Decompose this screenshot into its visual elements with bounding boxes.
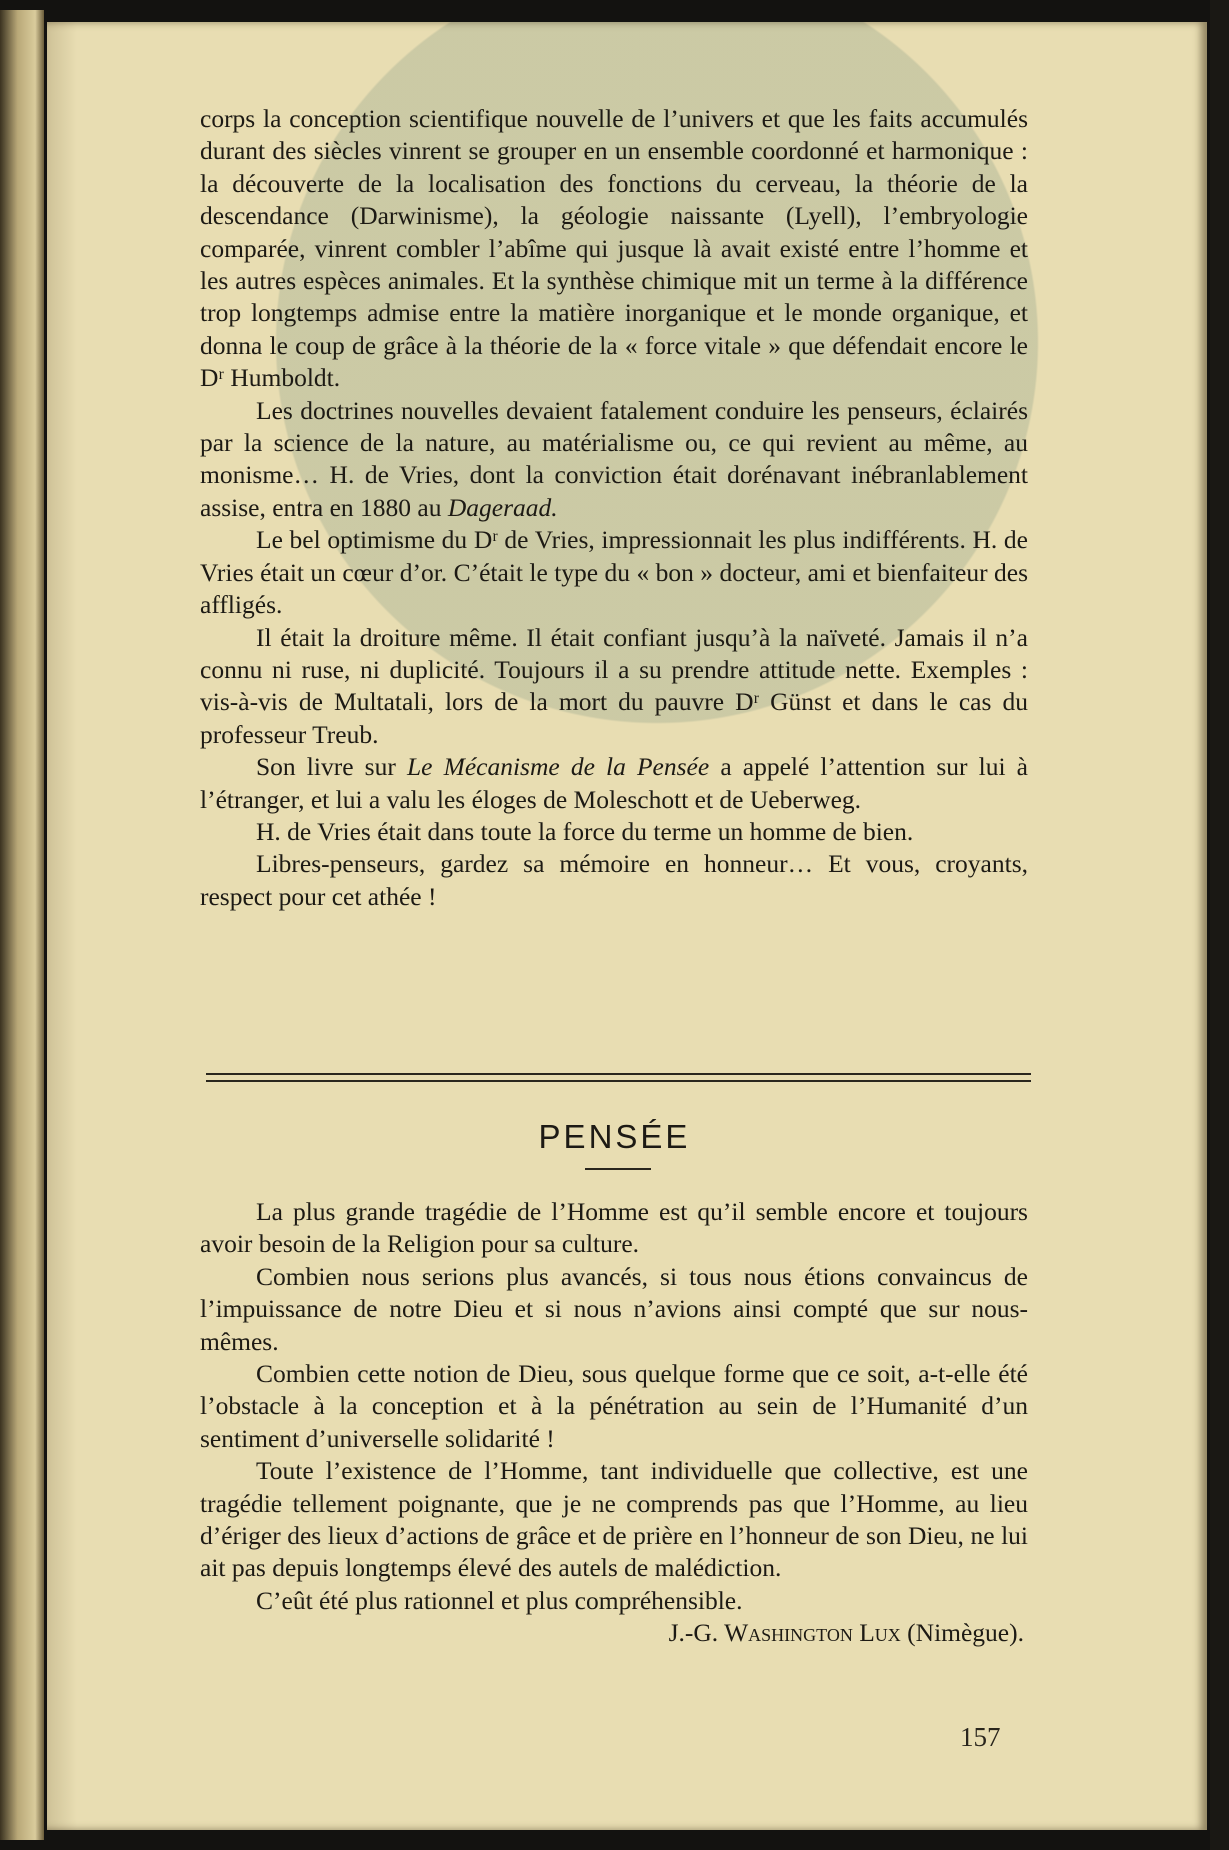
book-title: Le Mécanisme de la Pensée	[406, 752, 710, 782]
paragraph: Combien cette notion de Dieu, sous quelque forme que ce soit, a-t-elle été l’obstacle à la conception et à la pénétration au sein de l’Humanité d’un sentiment d’universelle solidarité !	[200, 1359, 1028, 1453]
paragraph: Libres-penseurs, gardez sa mémoire en honneur… Et vous, croyants, respect pour cet athée !	[200, 849, 1028, 911]
paragraph	[200, 751, 1028, 816]
paragraph: C’eût été plus rationnel et plus compréhensible.	[256, 1585, 743, 1615]
scan-border	[1210, 0, 1229, 1850]
facing-page-edge	[0, 10, 44, 1840]
paragraph: La plus grande tragédie de l’Homme est qu’il semble encore et toujours avoir besoin de la Religion pour sa culture.	[200, 1197, 1028, 1259]
paragraph	[200, 395, 1028, 525]
signature-name: J.-G. Washington Lux	[668, 1618, 901, 1648]
paragraph: H. de Vries était dans toute la force du terme un homme de bien.	[256, 816, 914, 846]
paragraph: Combien nous serions plus avancés, si tous nous étions convaincus de l’impuissance de notre Dieu et si nous n’avions ainsi compté que sur nous-mêmes.	[200, 1261, 1028, 1356]
signature-place: (Nimègue).	[907, 1618, 1024, 1648]
paragraph-text: Les doctrines nouvelles devaient fatalement conduire les penseurs, éclairés par la science de la nature, au matérialisme ou, ce qui revient au même, au monisme… H. de Vries, dont la conviction était dorénavant inébranlablement assise, entra en 1880 au	[200, 395, 1028, 522]
section-title: PENSÉE	[538, 1118, 691, 1155]
signature	[200, 1617, 1028, 1649]
journal-name: Dageraad.	[447, 492, 558, 522]
paragraph-text: Son livre sur	[256, 752, 396, 782]
double-rule-top	[206, 1073, 1031, 1075]
paragraph: Toute l’existence de l’Homme, tant individuelle que collective, est une tragédie tellement poignante, que je ne comprends pas que l’Homme, au lieu d’ériger des lieux d’actions de grâce et de prière en l’honneur de son Dieu, ne lui ait pas depuis longtemps élevé des autels de malédiction.	[200, 1456, 1028, 1583]
article-continuation	[200, 103, 1028, 913]
section-body	[200, 1196, 1028, 1650]
paragraph-text: a appelé l’attention sur lui à l’étranger, et lui a valu les éloges de Moleschott et de Ueberweg.	[200, 752, 1028, 814]
title-underline	[585, 1168, 651, 1170]
page-number: 157	[960, 1722, 1001, 1752]
paragraph: Le bel optimisme du Dʳ de Vries, impressionnait les plus indifférents. H. de Vries était un cœur d’or. C’était le type du « bon » docteur, ami et bienfaiteur des affligés.	[200, 525, 1028, 620]
double-rule-bottom	[206, 1080, 1031, 1082]
paragraph: corps la conception scientifique nouvelle de l’univers et que les faits accumulés durant des siècles vinrent se grouper en un ensemble coordonné et harmonique : la découverte de la localisation des fonctions du cerveau, la théorie de la descendance (Darwinisme), la géologie naissante (Lyell), l’embryologie comparée, vinrent combler l’abîme qui jusque là avait existé entre l’homme et les autres espèces animales. Et la synthèse chimique mit un terme à la différence trop longtemps admise entre la matière inorganique et le monde organique, et donna le coup de grâce à la théorie de la « force vitale » que défendait encore le Dʳ Humboldt.	[200, 104, 1028, 393]
paragraph: Il était la droiture même. Il était confiant jusqu’à la naïveté. Jamais il n’a connu ni ruse, ni duplicité. Toujours il a su prendre attitude nette. Exemples : vis-à-vis de Multatali, lors de la mort du pauvre Dʳ Günst et dans le cas du professeur Treub.	[200, 622, 1028, 749]
